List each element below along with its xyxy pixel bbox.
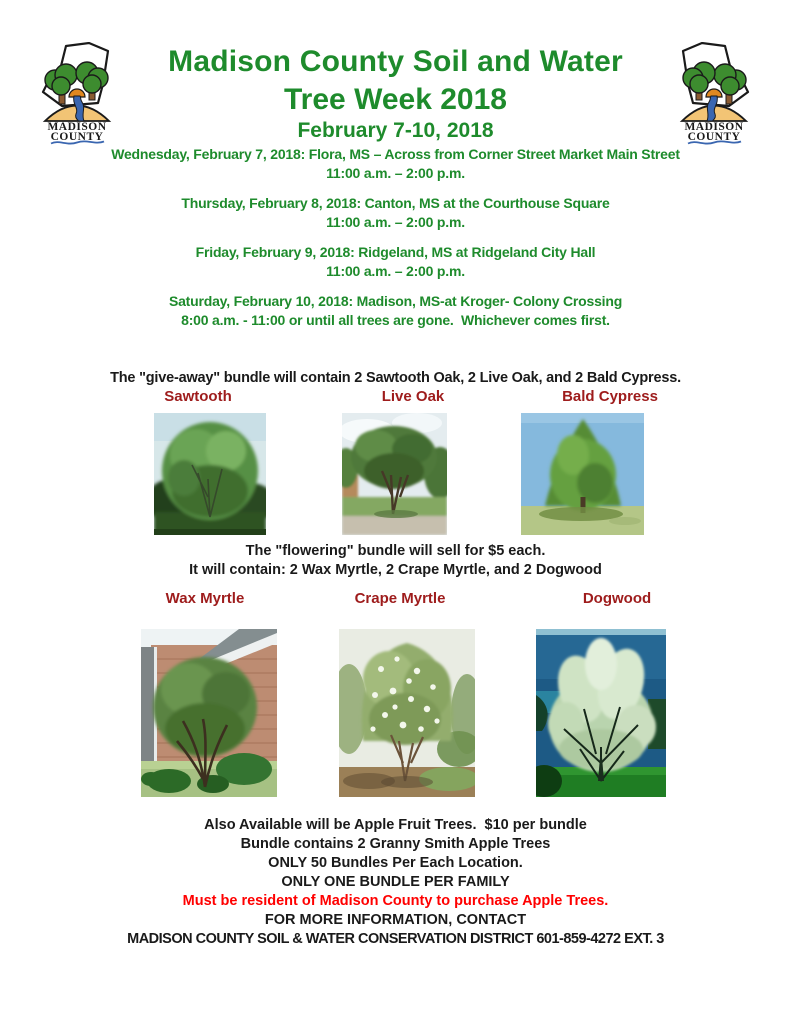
page-title-line2: Tree Week 2018 — [284, 83, 507, 116]
apple-availability-line: Also Available will be Apple Fruit Trees. $10 per bundle — [204, 817, 587, 833]
event-line: Saturday, February 10, 2018: Madison, MS-at Kroger- Colony Crossing — [168, 293, 623, 309]
event-time: 11:00 a.m. – 2:00 p.m. — [326, 165, 465, 181]
tree-label-wax-myrtle: Wax Myrtle — [165, 590, 245, 607]
apple-tree-info — [0, 816, 791, 949]
schedule-item-saturday — [0, 292, 791, 330]
tree-label-live-oak: Live Oak — [381, 388, 445, 405]
contact-detail: MADISON COUNTY SOIL & WATER CONSERVATION DISTRICT 601-859-4272 EXT. 3 — [127, 931, 664, 947]
tree-label-crape-myrtle: Crape Myrtle — [354, 590, 446, 607]
schedule-item-thursday — [0, 194, 791, 232]
schedule-item-friday — [0, 243, 791, 281]
tree-label-sawtooth: Sawtooth — [164, 388, 232, 405]
apple-bundle-contents-line: Bundle contains 2 Granny Smith Apple Trees — [240, 836, 551, 852]
event-schedule — [0, 145, 791, 341]
event-line: Thursday, February 8, 2018: Canton, MS at the Courthouse Square — [181, 195, 610, 211]
bald-cypress-photo — [521, 413, 644, 535]
flowering-bundle-line2: It will contain: 2 Wax Myrtle, 2 Crape Myrtle, and 2 Dogwood — [189, 562, 602, 578]
dogwood-photo — [536, 629, 666, 797]
event-time: 11:00 a.m. – 2:00 p.m. — [326, 214, 465, 230]
sawtooth-oak-photo — [154, 413, 266, 535]
family-limit-line: ONLY ONE BUNDLE PER FAMILY — [281, 874, 510, 890]
resident-notice: Must be resident of Madison County to purchase Apple Trees. — [182, 893, 609, 909]
bundle-limit-line: ONLY 50 Bundles Per Each Location. — [268, 855, 523, 871]
event-line: Friday, February 9, 2018: Ridgeland, MS at Ridgeland City Hall — [195, 244, 596, 260]
logo-text-madison: MADISON — [47, 121, 107, 133]
wax-myrtle-photo — [141, 629, 277, 797]
contact-intro: FOR MORE INFORMATION, CONTACT — [264, 912, 527, 928]
logo-text-county: COUNTY — [50, 131, 104, 143]
tree-label-dogwood: Dogwood — [582, 590, 652, 607]
event-line: Wednesday, February 7, 2018: Flora, MS – Across from Corner Street Market Main Street — [111, 146, 680, 162]
event-time: 11:00 a.m. – 2:00 p.m. — [326, 263, 465, 279]
giveaway-bundle-intro: The "give-away" bundle will contain 2 Sawtooth Oak, 2 Live Oak, and 2 Bald Cypress. — [110, 370, 681, 386]
page-title-line1: Madison County Soil and Water — [168, 45, 623, 78]
tree-label-bald-cypress: Bald Cypress — [562, 388, 658, 405]
schedule-item-wednesday — [0, 145, 791, 183]
logo-text-county: COUNTY — [687, 131, 741, 143]
date-range: February 7-10, 2018 — [297, 119, 494, 142]
live-oak-photo — [342, 413, 447, 535]
flowering-bundle-line1: The "flowering" bundle will sell for $5 each. — [245, 543, 546, 559]
crape-myrtle-photo — [339, 629, 475, 797]
logo-text-madison: MADISON — [684, 121, 744, 133]
event-time: 8:00 a.m. - 11:00 or until all trees are gone. Whichever comes first. — [181, 312, 610, 328]
